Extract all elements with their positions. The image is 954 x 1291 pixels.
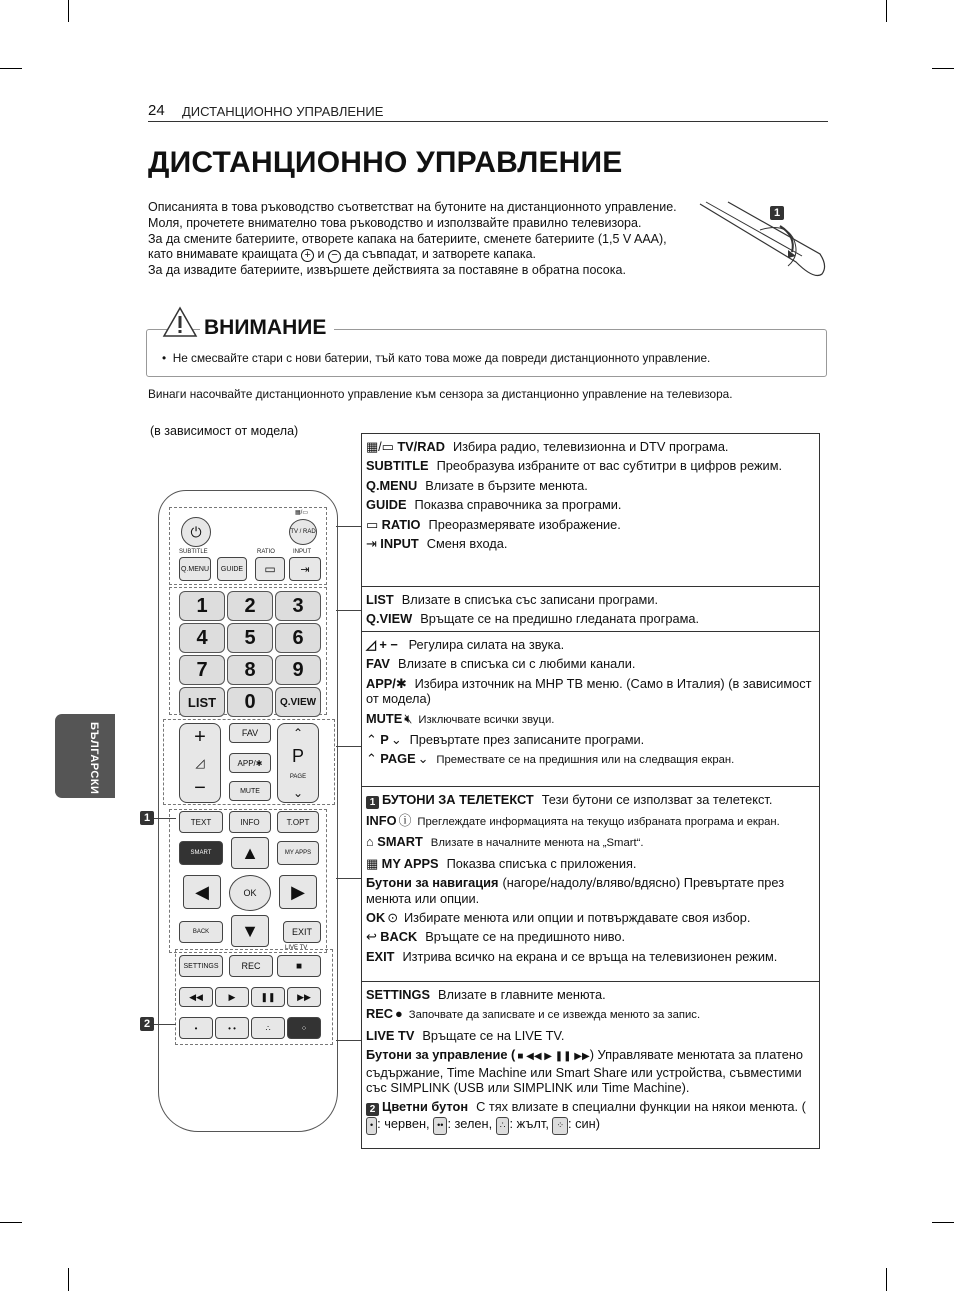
desc-row bbox=[366, 711, 815, 728]
callout-line bbox=[336, 610, 361, 611]
chevron-down-icon: ⌄ bbox=[292, 785, 304, 800]
desc-text: Преглеждате информацията на текущо избраната програма и екран. bbox=[417, 816, 780, 828]
desc-row bbox=[366, 458, 815, 473]
ratio-button[interactable]: ▭ bbox=[255, 557, 285, 581]
input-label: INPUT bbox=[293, 549, 311, 555]
desc-row bbox=[366, 834, 815, 851]
desc-key: INPUT bbox=[380, 536, 419, 552]
nav-right-button[interactable]: ▶ bbox=[279, 875, 317, 909]
caution-title: ВНИМАНИЕ bbox=[200, 316, 334, 340]
crop-mark bbox=[68, 0, 69, 22]
green-button[interactable]: • • bbox=[215, 1017, 249, 1039]
desc-key: Бутони за навигация bbox=[366, 875, 499, 891]
desc-key: LIST bbox=[366, 592, 394, 607]
digit-8-button[interactable]: 8 bbox=[227, 655, 273, 685]
desc-text: Изключвате всички звуци. bbox=[418, 713, 555, 726]
desc-key: БУТОНИ ЗА ТЕЛЕТЕКСТ bbox=[382, 792, 534, 807]
desc-key: OK bbox=[366, 910, 386, 926]
ratio-icon: ▭ bbox=[366, 516, 379, 532]
guide-button[interactable]: GUIDE bbox=[217, 557, 247, 581]
desc-text: С тях влизате в специални функции на някои менюта. ( bbox=[476, 1099, 806, 1115]
intro-text bbox=[148, 200, 693, 279]
digit-7-button[interactable]: 7 bbox=[179, 655, 225, 685]
digit-3-button[interactable]: 3 bbox=[275, 591, 321, 621]
crop-mark bbox=[0, 1222, 22, 1223]
nav-up-button[interactable]: ▲ bbox=[231, 837, 269, 869]
desc-group-1 bbox=[362, 434, 819, 587]
desc-row bbox=[366, 1099, 815, 1134]
caution-text: • Не смесвайте стари с нови батерии, тъй като това може да повреди дистанционното управление. bbox=[162, 351, 711, 365]
home-icon: ⌂ bbox=[366, 834, 374, 850]
play-button[interactable]: ▶ bbox=[215, 987, 249, 1007]
step-marker-1: 1 bbox=[770, 206, 784, 220]
back-arrow-icon: ↩ bbox=[366, 929, 377, 945]
desc-key: LIVE TV bbox=[366, 1027, 415, 1043]
desc-key: Q.VIEW bbox=[366, 611, 413, 627]
app-button[interactable]: APP/✱ bbox=[229, 753, 271, 773]
badge-1: 1 bbox=[366, 796, 379, 809]
intro-battery-end: да съвпадат, и затворете капака. bbox=[344, 247, 536, 262]
p-label: P bbox=[291, 746, 304, 767]
page-label: PAGE bbox=[289, 773, 307, 780]
intro-line bbox=[148, 232, 693, 264]
volume-icon: ◿ + − bbox=[366, 637, 398, 652]
desc-key: P bbox=[380, 732, 389, 748]
desc-key: Q.MENU bbox=[366, 477, 418, 493]
desc-text: Влизате в бързите менюта. bbox=[425, 477, 588, 493]
desc-key: Бутони за управление ( bbox=[366, 1047, 516, 1063]
language-tab bbox=[55, 714, 115, 798]
desc-text: Регулира силата на звука. bbox=[408, 637, 565, 652]
crop-mark bbox=[932, 1222, 954, 1223]
desc-row bbox=[366, 949, 815, 964]
header-rule bbox=[148, 121, 828, 122]
ok-button[interactable]: OK bbox=[229, 875, 271, 911]
info-button[interactable]: INFO bbox=[229, 811, 271, 833]
yellow-button[interactable]: ∴ bbox=[251, 1017, 285, 1039]
nav-left-button[interactable]: ◀ bbox=[183, 875, 221, 909]
button-description-table bbox=[361, 433, 820, 1149]
desc-key: REC bbox=[366, 1006, 394, 1022]
desc-key: Цветни бутон bbox=[382, 1099, 469, 1115]
list-button[interactable]: LIST bbox=[179, 687, 225, 717]
callout-line bbox=[336, 878, 361, 879]
intro-line: За да извадите батериите, извършете действията за поставяне в обратна посока. bbox=[148, 263, 626, 278]
desc-text: Изтрива всичко на екрана и се връща на телевизионен режим. bbox=[402, 948, 778, 964]
desc-row bbox=[366, 813, 815, 830]
desc-row bbox=[366, 656, 815, 671]
rewind-button[interactable]: ◀◀ bbox=[179, 987, 213, 1007]
record-dot-icon: ● bbox=[395, 1006, 403, 1022]
mute-icon: 🔇︎ bbox=[404, 710, 413, 726]
marker-2: 2 bbox=[140, 1017, 154, 1031]
desc-row bbox=[366, 1047, 815, 1095]
desc-text: Връщате се на предишно гледаната програма. bbox=[420, 611, 700, 627]
desc-row bbox=[366, 910, 815, 925]
digit-1-button[interactable]: 1 bbox=[179, 591, 225, 621]
desc-text: (нагоре/надолу/вляво/вдясно) Превъртате през менюта или опции. bbox=[366, 875, 785, 906]
desc-key: BACK bbox=[380, 929, 418, 945]
desc-row bbox=[366, 637, 815, 652]
desc-text: Премествате се на предишния или на следващия екран. bbox=[436, 754, 735, 767]
desc-row bbox=[366, 611, 815, 626]
desc-key: MY APPS bbox=[381, 855, 439, 871]
desc-text: Избирате менюта или опции и потвърждавате своя избор. bbox=[403, 910, 751, 926]
page-title: ДИСТАНЦИОННО УПРАВЛЕНИЕ bbox=[148, 146, 623, 179]
language-tab-label: БЪЛГАРСКИ bbox=[88, 722, 100, 795]
input-icon: ⇥ bbox=[366, 536, 377, 552]
rec-button[interactable]: REC bbox=[229, 955, 273, 977]
page-number: 24 bbox=[148, 102, 165, 119]
playback-icons: ■ ◀◀ ▶ ❚❚ ▶▶ bbox=[517, 1051, 590, 1063]
desc-row bbox=[366, 592, 815, 607]
warning-triangle-icon bbox=[162, 306, 198, 338]
myapps-button[interactable]: MY APPS bbox=[277, 841, 319, 865]
desc-row bbox=[366, 478, 815, 493]
desc-row bbox=[366, 875, 815, 906]
desc-text: ) Управлявате менютата за платено съдържание, Time Machine или Smart Share или устройства, съвместими със SIMPLINK (USB или SIMPLINK или Time Machine). bbox=[366, 1047, 804, 1096]
always-point-note: Винаги насочвайте дистанционното управление към сензора за дистанционно управление на телевизора. bbox=[148, 387, 733, 401]
volume-up-icon: + bbox=[194, 726, 206, 748]
desc-key: SUBTITLE bbox=[366, 458, 429, 474]
mute-button[interactable]: MUTE bbox=[229, 781, 271, 801]
desc-row bbox=[366, 536, 815, 551]
desc-group-5 bbox=[362, 982, 819, 1141]
desc-row bbox=[366, 929, 815, 944]
desc-row bbox=[366, 1028, 815, 1043]
fav-button[interactable]: FAV bbox=[229, 723, 271, 743]
red-button[interactable]: • bbox=[179, 1017, 213, 1039]
callout-line bbox=[336, 526, 361, 527]
blue-button[interactable]: ⁘ bbox=[287, 1017, 321, 1039]
remote-illustration bbox=[158, 490, 338, 1132]
desc-row bbox=[366, 856, 815, 871]
smart-button[interactable]: SMART bbox=[179, 841, 223, 865]
desc-row bbox=[366, 517, 815, 532]
digit-5-button[interactable]: 5 bbox=[227, 623, 273, 653]
ok-circle-icon: ⊙ bbox=[387, 910, 398, 926]
desc-text: Показва справочника за програми. bbox=[414, 497, 622, 513]
exit-button[interactable]: EXIT bbox=[283, 921, 321, 943]
caution-text-body: Не смесвайте стари с нови батерии, тъй като това може да повреди дистанционното управление. bbox=[172, 351, 711, 365]
desc-group-2 bbox=[362, 587, 819, 632]
blue-key-icon: ⁘ bbox=[552, 1117, 568, 1134]
grid-icon: ▦ bbox=[366, 855, 379, 871]
desc-text: Показва списъка с приложения. bbox=[446, 855, 637, 871]
back-button[interactable]: BACK bbox=[179, 921, 223, 943]
subtitle-label: SUBTITLE bbox=[179, 549, 208, 555]
info-icon: ⓘ bbox=[398, 813, 412, 828]
crop-mark bbox=[886, 1268, 887, 1291]
desc-key: FAV bbox=[366, 656, 390, 672]
tv-rad-button[interactable]: TV / RAD bbox=[289, 519, 317, 545]
fast-forward-button[interactable]: ▶▶ bbox=[287, 987, 321, 1007]
intro-line: Описанията в това ръководство съответстват на бутоните на дистанционното управление. bbox=[148, 200, 677, 214]
desc-text: : син) bbox=[568, 1116, 600, 1132]
desc-text: Връщате се на предишното ниво. bbox=[425, 929, 626, 945]
topt-button[interactable]: T.OPT bbox=[277, 811, 319, 833]
desc-group-4 bbox=[362, 787, 819, 982]
intro-line: Моля, прочетете внимателно това ръководство и използвайте правилно телевизора. bbox=[148, 215, 642, 230]
marker-1: 1 bbox=[140, 811, 154, 825]
desc-text: Тези бутони се използват за телетекст. bbox=[541, 792, 773, 807]
qmenu-button[interactable]: Q.MENU bbox=[179, 557, 211, 581]
desc-row bbox=[366, 497, 815, 512]
tv-rad-icon: ▦/▭ bbox=[295, 510, 309, 516]
livetv-button[interactable]: ■ bbox=[277, 955, 321, 977]
digit-0-button[interactable]: 0 bbox=[227, 687, 273, 717]
desc-text: : жълт, bbox=[509, 1116, 549, 1132]
desc-key: PAGE bbox=[380, 751, 416, 767]
desc-key: INFO bbox=[366, 813, 397, 828]
desc-text: Преобразува избраните от вас субтитри в цифров режим. bbox=[436, 458, 783, 474]
model-note: (в зависимост от модела) bbox=[150, 424, 299, 438]
settings-button[interactable]: SETTINGS bbox=[179, 955, 223, 977]
desc-text: Влизате в списъка си с любими канали. bbox=[397, 656, 636, 672]
ratio-label: RATIO bbox=[257, 549, 275, 555]
running-header: ДИСТАНЦИОННО УПРАВЛЕНИЕ bbox=[182, 104, 384, 119]
desc-row bbox=[366, 439, 815, 454]
battery-cover-illustration bbox=[696, 200, 828, 292]
callout-line bbox=[154, 818, 176, 819]
volume-icon: ◿ bbox=[195, 756, 205, 770]
desc-key: RATIO bbox=[381, 516, 421, 532]
desc-row bbox=[366, 987, 815, 1002]
volume-down-icon: − bbox=[194, 777, 206, 799]
chevron-up-icon: ⌃ bbox=[366, 732, 377, 748]
desc-row bbox=[366, 732, 815, 747]
desc-key: MUTE bbox=[366, 710, 403, 726]
desc-text: Преоразмерявате изображение. bbox=[428, 516, 621, 532]
crop-mark bbox=[932, 68, 954, 69]
desc-text: Влизате в главните менюта. bbox=[438, 987, 606, 1002]
desc-row bbox=[366, 792, 815, 809]
green-key-icon: •• bbox=[433, 1117, 447, 1134]
input-button[interactable]: ⇥ bbox=[289, 557, 321, 581]
crop-mark bbox=[68, 1268, 69, 1291]
digit-9-button[interactable]: 9 bbox=[275, 655, 321, 685]
program-rocker[interactable] bbox=[277, 723, 319, 803]
desc-text: Влизате в началните менюта на „Smart“. bbox=[430, 837, 644, 850]
tv-rad-icon: ▦/▭ bbox=[366, 439, 394, 454]
desc-text: Сменя входа. bbox=[426, 536, 508, 552]
desc-text: Превъртате през записаните програми. bbox=[409, 732, 645, 748]
livetv-label: LIVE TV bbox=[285, 945, 308, 951]
desc-text: Започвате да записвате и се извежда менюто за запис. bbox=[408, 1009, 701, 1022]
callout-line bbox=[154, 1024, 176, 1025]
text-button[interactable]: TEXT bbox=[179, 811, 223, 833]
desc-text: Връщате се на LIVE TV. bbox=[422, 1027, 565, 1043]
power-button[interactable]: ⏻ bbox=[181, 517, 211, 547]
desc-row bbox=[366, 1006, 815, 1023]
chevron-up-icon: ⌃ bbox=[366, 751, 377, 767]
red-key-icon: • bbox=[366, 1117, 377, 1134]
volume-rocker[interactable] bbox=[179, 723, 221, 803]
pause-button[interactable]: ❚❚ bbox=[251, 987, 285, 1007]
crop-mark bbox=[886, 0, 887, 22]
digit-4-button[interactable]: 4 bbox=[179, 623, 225, 653]
desc-key: EXIT bbox=[366, 948, 395, 964]
chevron-down-icon: ⌄ bbox=[417, 751, 429, 767]
desc-key: GUIDE bbox=[366, 497, 407, 513]
yellow-key-icon: ∴ bbox=[496, 1117, 510, 1134]
desc-text: : зелен, bbox=[447, 1116, 493, 1132]
crop-mark bbox=[0, 68, 22, 69]
callout-line bbox=[336, 1040, 361, 1041]
minus-circle-icon: − bbox=[328, 250, 341, 263]
desc-key: APP/ bbox=[366, 675, 396, 691]
desc-key: TV/RAD bbox=[397, 439, 445, 454]
plus-circle-icon: + bbox=[301, 249, 314, 262]
desc-text: Избира източник на MHP TB меню. (Само в Италия) (в зависимост от модела) bbox=[366, 675, 812, 707]
chevron-up-icon: ⌃ bbox=[292, 726, 304, 740]
asterisk-icon: ✱ bbox=[395, 675, 407, 691]
chevron-down-icon: ⌄ bbox=[390, 732, 402, 748]
nav-down-button[interactable]: ▼ bbox=[231, 915, 269, 947]
desc-group-3 bbox=[362, 632, 819, 787]
intro-battery-text: За да смените батериите, отворете капака на батериите, сменете батериите (1,5 V AAA), като внимавате краищата bbox=[148, 231, 667, 262]
desc-row bbox=[366, 676, 815, 707]
callout-line bbox=[336, 746, 361, 747]
intro-and: и bbox=[317, 247, 325, 262]
qview-button[interactable]: Q.VIEW bbox=[275, 687, 321, 717]
desc-text: Влизате в списъка със записани програми. bbox=[401, 592, 659, 607]
digit-6-button[interactable]: 6 bbox=[275, 623, 321, 653]
desc-row bbox=[366, 751, 815, 768]
desc-key: SMART bbox=[377, 834, 423, 850]
desc-key: SETTINGS bbox=[366, 987, 430, 1002]
desc-text: Избира радио, телевизионна и DTV програма. bbox=[452, 439, 729, 454]
badge-2: 2 bbox=[366, 1103, 379, 1116]
desc-text: : червен, bbox=[377, 1116, 430, 1132]
digit-2-button[interactable]: 2 bbox=[227, 591, 273, 621]
